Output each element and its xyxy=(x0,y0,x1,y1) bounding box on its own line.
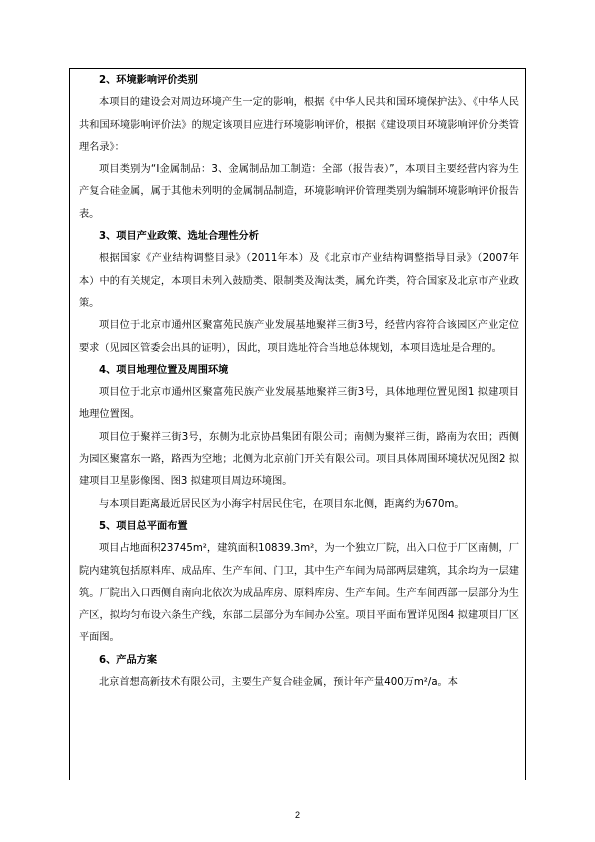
paragraph: 本项目的建设会对周边环境产生一定的影响，根据《中华人民共和国环境保护法》、《中华人民共和国环境影响评价法》的规定该项目应进行环境影响评价，根据《建设项目环境影响评价分类管理名录》： xyxy=(79,97,519,153)
page-number: 2 xyxy=(294,810,300,820)
document-body xyxy=(79,70,519,694)
section-heading: 5、项目总平面布置 xyxy=(99,520,188,532)
paragraph: 北京首想高新技术有限公司，主要生产复合硅金属，预计年产量400万m²/a。本 xyxy=(99,677,458,689)
section-heading: 4、项目地理位置及周围环境 xyxy=(99,364,229,376)
paragraph: 项目位于聚祥三街3号，东侧为北京协昌集团有限公司；南侧为聚祥三街，路南为农田；西侧为园区聚富东一路，路西为空地；北侧为北京前门开关有限公司。项目具体周围环境状况见图2 拟建项目卫星影像图、图3 拟建项目周边环境图。 xyxy=(79,431,519,488)
paragraph: 项目占地面积23745m²，建筑面积10839.3m²，为一个独立厂院，出入口位于厂区南侧，厂院内建筑包括原料库、成品库、生产车间、门卫，其中生产车间为局部两层建筑，其余均为一层建筑。厂院出入口西侧自南向北依次为成品库房、原料库房、生产车间。生产车间西部一层部分为生产区，拟均匀布设六条生产线，东部二层部分为车间办公室。项目平面布置详见图4 拟建项目厂区平面图。 xyxy=(79,543,519,644)
paragraph: 根据国家《产业结构调整目录》（2011年本）及《北京市产业结构调整指导目录》（2007年本）中的有关规定，本项目未列入鼓励类、限制类及淘汰类，属允许类，符合国家及北京市产业政策。 xyxy=(79,253,519,309)
paragraph: 与本项目距离最近居民区为小海字村居民住宅，在项目东北侧，距离约为670m。 xyxy=(99,498,465,510)
section-heading: 3、项目产业政策、选址合理性分析 xyxy=(99,231,259,243)
paragraph: 项目位于北京市通州区聚富苑民族产业发展基地聚祥三街3号，具体地理位置见图1 拟建项目地理位置图。 xyxy=(79,387,519,421)
paragraph: 项目位于北京市通州区聚富苑民族产业发展基地聚祥三街3号，经营内容符合该园区产业定位要求（见园区管委会出具的证明），因此，项目选址符合当地总体规划，本项目选址是合理的。 xyxy=(79,320,519,354)
section-heading: 2、环境影响评价类别 xyxy=(99,75,198,86)
section-heading: 6、产品方案 xyxy=(99,654,158,666)
paragraph: 项目类别为“Ⅰ金属制品：3、金属制品加工制造：全部（报告表）”，本项目主要经营内容为生产复合硅金属，属于其他未列明的金属制品制造，环境影响评价管理类别为编制环境影响评价报告表。 xyxy=(79,164,519,220)
